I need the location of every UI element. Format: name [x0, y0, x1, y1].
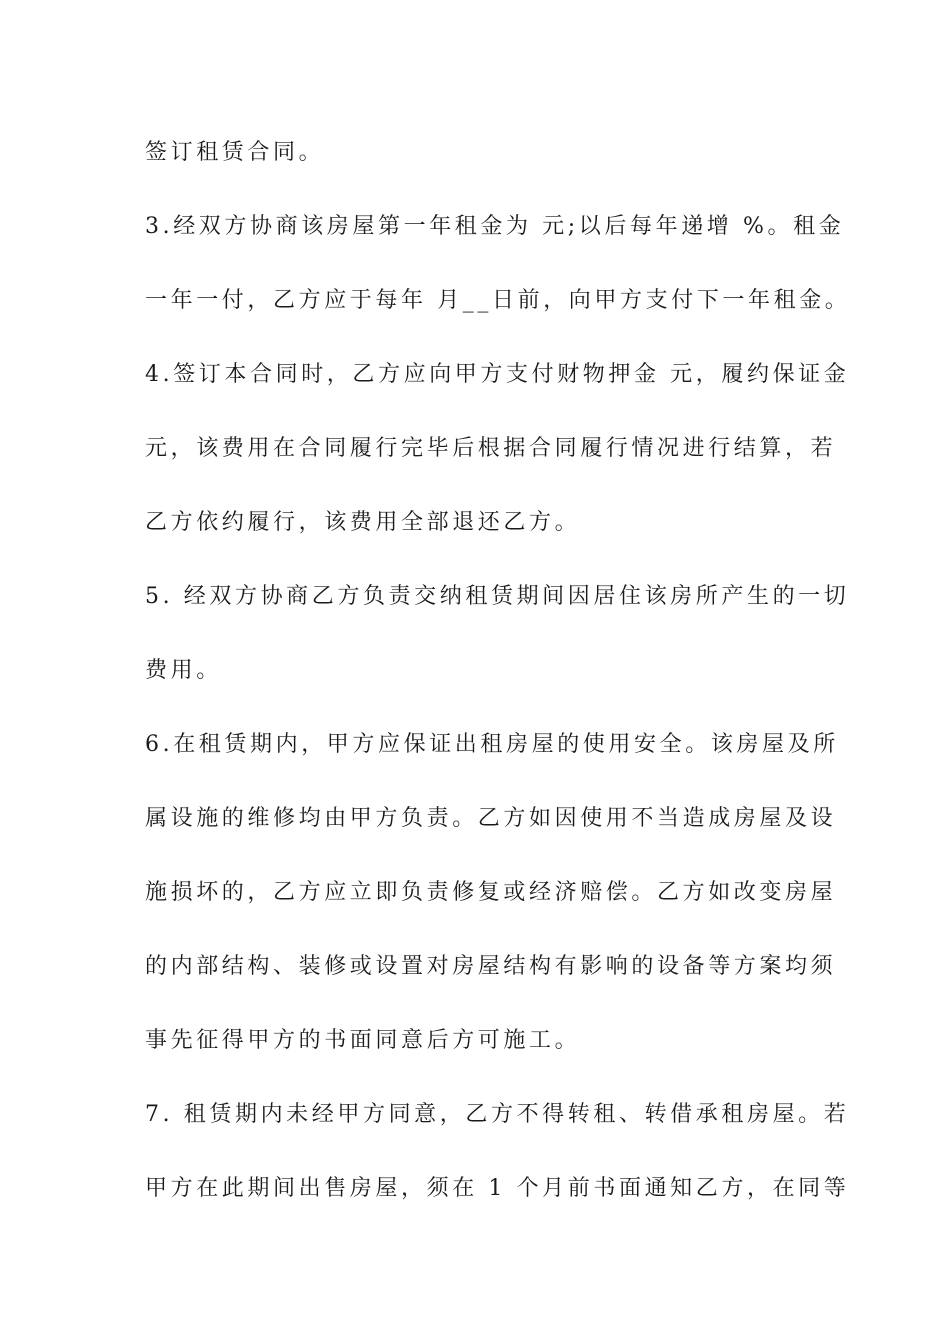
text-line: 乙方依约履行，该费用全部退还乙方。	[145, 510, 581, 535]
text-line: 费用。	[145, 658, 222, 683]
text-line: 施损坏的，乙方应立即负责修复或经济赔偿。乙方如改变房屋	[145, 880, 837, 905]
text-line: 元，该费用在合同履行完毕后根据合同履行情况进行结算，若	[145, 436, 837, 461]
text-line: 的内部结构、装修或设置对房屋结构有影响的设备等方案均须	[145, 954, 837, 979]
text-line: 事先征得甲方的书面同意后方可施工。	[145, 1028, 581, 1053]
text-line: 3.经双方协商该房屋第一年租金为 元;以后每年递增 %。租金	[145, 214, 845, 239]
text-line: 6.在租赁期内，甲方应保证出租房屋的使用安全。该房屋及所	[145, 732, 839, 757]
text-line: 7. 租赁期内未经甲方同意，乙方不得转租、转借承租房屋。若	[145, 1102, 850, 1127]
text-line: 一年一付，乙方应于每年 月__日前，向甲方支付下一年租金。	[145, 288, 851, 313]
text-line: 5. 经双方协商乙方负责交纳租赁期间因居住该房所产生的一切	[145, 584, 850, 609]
text-line: 签订租赁合同。	[145, 140, 325, 165]
text-line: 属设施的维修均由甲方负责。乙方如因使用不当造成房屋及设	[145, 806, 837, 831]
text-line: 4.签订本合同时，乙方应向甲方支付财物押金 元，履约保证金	[145, 362, 850, 387]
text-line: 甲方在此期间出售房屋，须在 1 个月前书面通知乙方，在同等	[145, 1176, 850, 1201]
